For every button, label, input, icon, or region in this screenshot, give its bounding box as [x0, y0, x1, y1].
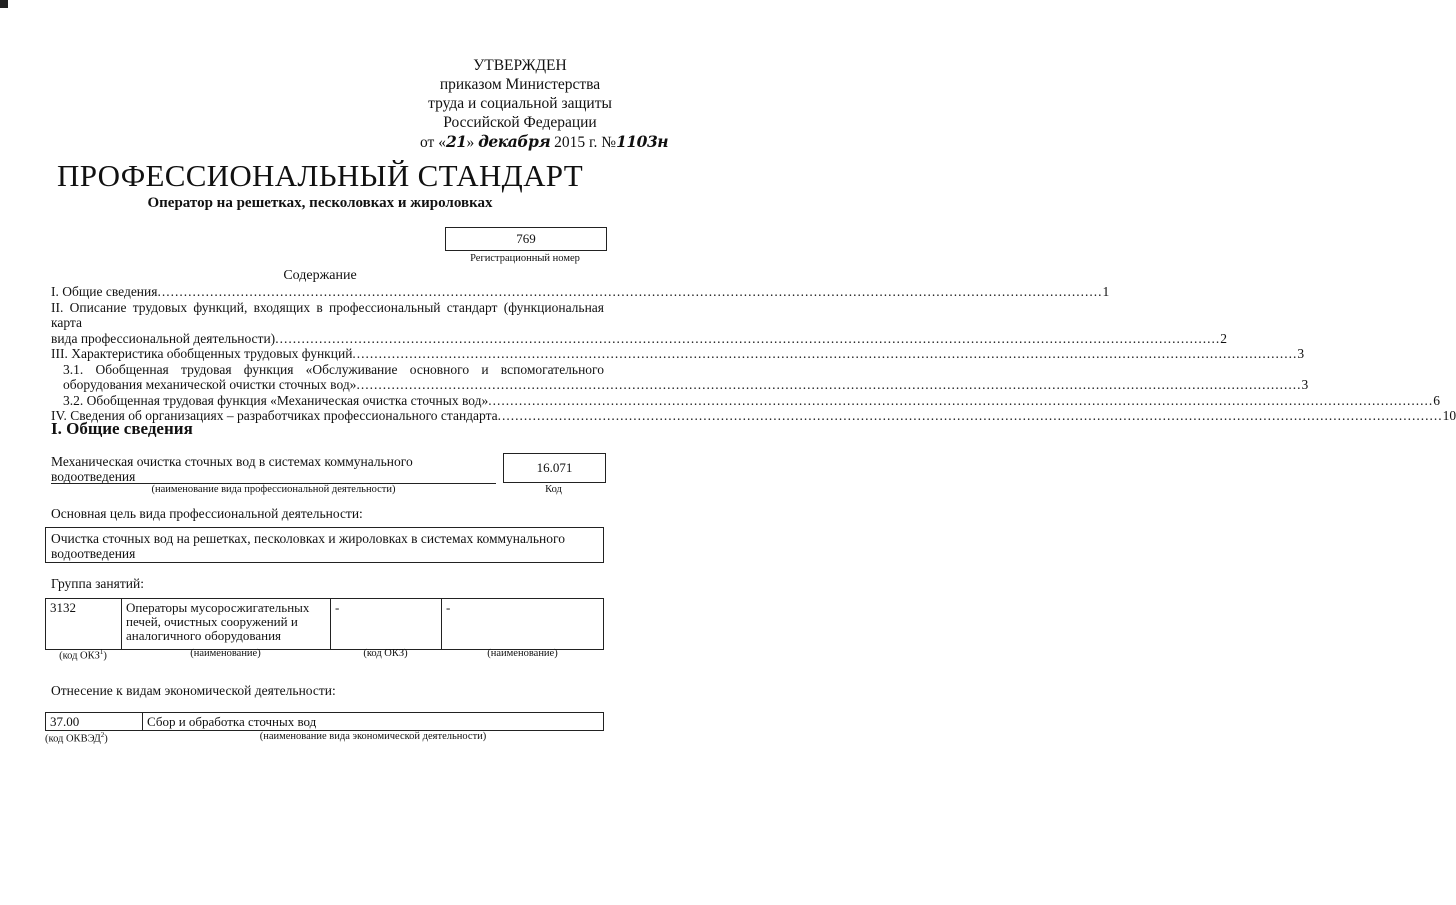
okz-name-cell: Операторы мусоросжигательных печей, очистных сооружений и аналогичного оборудования: [122, 599, 331, 650]
okved-code-cell: 37.00: [46, 713, 143, 731]
document-subtitle: Оператор на решетках, песколовках и жироловках: [147, 195, 493, 211]
approval-line-2: приказом Министерства: [439, 76, 601, 93]
goal-label: Основная цель вида профессиональной деятельности:: [51, 506, 363, 521]
toc-item-2[interactable]: II. Описание трудовых функций, входящих в профессиональный стандарт (функциональная карта вида профессиональной деятельности) ..... 2: [51, 300, 604, 347]
toc-item-1[interactable]: I. Общие сведения ..... 1: [51, 284, 604, 300]
activity-caption: (наименование вида профессиональной деятельности): [151, 484, 396, 495]
order-day-handwritten: 21: [445, 132, 467, 151]
okz-code-cell-2: -: [331, 599, 442, 650]
activity-code-caption: Код: [545, 484, 562, 495]
order-number-handwritten: 1103н: [616, 132, 669, 151]
order-year: 2015 г. №: [550, 134, 617, 151]
occupation-group-label: Группа занятий:: [51, 576, 144, 591]
okved-name-caption: (наименование вида экономической деятельности): [259, 731, 487, 742]
toc-item-3-2[interactable]: 3.2. Обобщенная трудовая функция «Механическая очистка сточных вод» ..... 6: [51, 393, 604, 409]
approval-line-4: Российской Федерации: [443, 114, 597, 131]
okz-code-caption: (код ОКЗ$^1$): [59, 648, 107, 662]
activity-code-box: 16.071: [503, 453, 606, 483]
okved-name-cell: Сбор и обработка сточных вод: [143, 713, 604, 731]
toc-item-3-1[interactable]: 3.1. Обобщенная трудовая функция «Обслуживание основного и вспомогательного оборудования механической очистки сточных вод» ..... 3: [51, 362, 604, 393]
goal-text-box: Очистка сточных вод на решетках, песколовках и жироловках в системах коммунального водоотведения: [45, 527, 604, 563]
okz-name-cell-2: -: [442, 599, 604, 650]
approval-line-1: УТВЕРЖДЕН: [473, 57, 567, 74]
okved-label: Отнесение к видам экономической деятельности:: [51, 683, 336, 698]
toc-item-3[interactable]: III. Характеристика обобщенных трудовых функций ..... 3: [51, 346, 604, 362]
toc-title: Содержание: [283, 268, 357, 283]
registration-number-box: 769: [445, 227, 607, 251]
approval-block: [420, 56, 669, 152]
table-row: [46, 713, 604, 731]
okved-table: [45, 712, 604, 731]
order-prefix: от «: [420, 134, 446, 151]
approval-line-3: труда и социальной защиты: [428, 95, 612, 112]
okz-name-caption: (наименование): [190, 648, 261, 659]
okz-name-caption-2: (наименование): [487, 648, 558, 659]
order-date-line: [420, 132, 669, 152]
activity-name: Механическая очистка сточных вод в системах коммунального водоотведения: [51, 454, 413, 484]
order-mid: »: [466, 134, 479, 151]
registration-number-label: Регистрационный номер: [470, 253, 580, 264]
okved-code-caption: (код ОКВЭД$^2$): [45, 731, 108, 745]
scan-corner-mark: [0, 0, 8, 8]
occupation-table: [45, 598, 604, 650]
toc-item-4[interactable]: IV. Сведения об организациях – разработчиках профессионального стандарта ..... 10: [51, 408, 604, 424]
table-row: [46, 599, 604, 650]
okz-code-caption-2: (код ОКЗ): [363, 648, 408, 659]
order-month-handwritten: декабря: [478, 132, 551, 151]
okz-code-cell: 3132: [46, 599, 122, 650]
table-of-contents: [51, 284, 1456, 424]
document-title: ПРОФЕССИОНАЛЬНЫЙ СТАНДАРТ: [57, 158, 583, 193]
section-heading-general: I. Общие сведения: [51, 419, 193, 438]
